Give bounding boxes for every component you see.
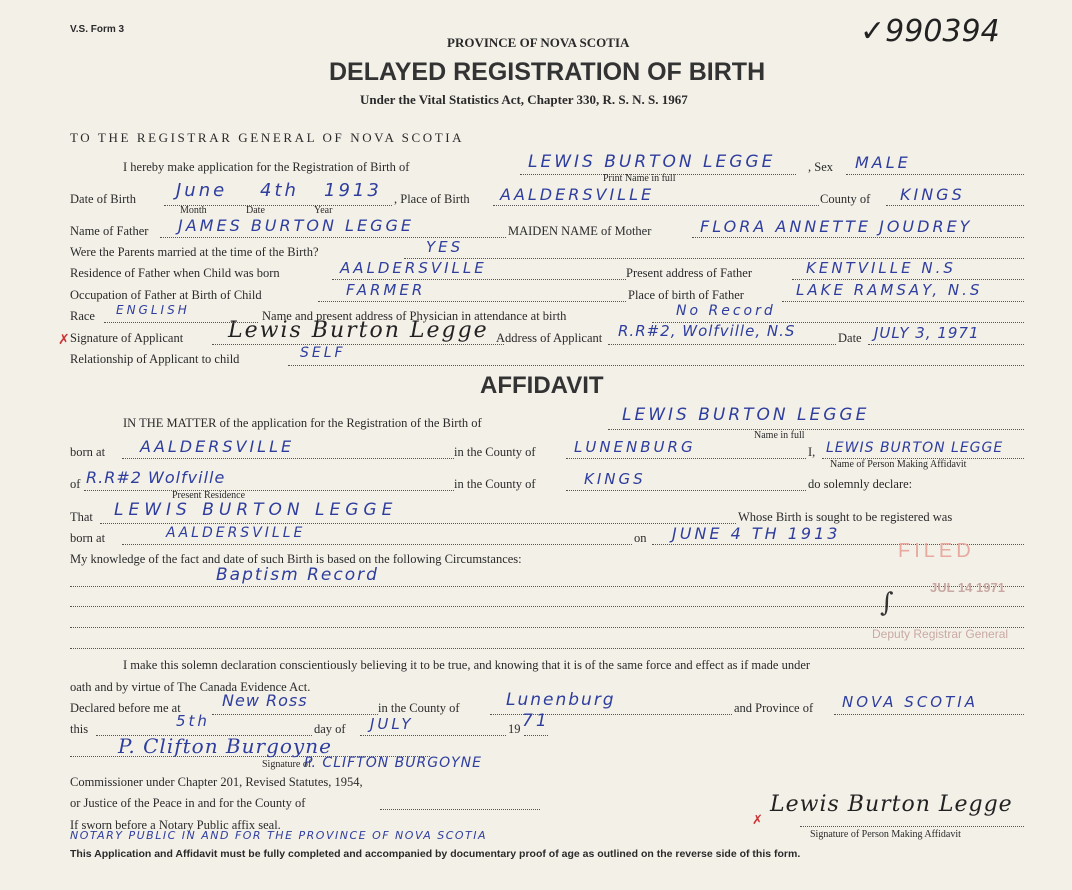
form-id: V.S. Form 3 xyxy=(70,24,125,35)
red-x-mark-2: ✗ xyxy=(752,812,763,827)
occ-line xyxy=(318,301,626,302)
declare-text: do solemnly declare: xyxy=(808,477,913,491)
aff-county2-line xyxy=(566,490,806,491)
aff-name-value: LEWIS BURTON LEGGE xyxy=(622,405,870,425)
form-title: DELAYED REGISTRATION OF BIRTH xyxy=(329,58,766,86)
born-at2-value: AALDERSVILLE xyxy=(166,525,306,541)
father-pob-value: LAKE RAMSAY, N.S xyxy=(796,281,983,299)
relationship-label: Relationship of Applicant to child xyxy=(70,352,240,366)
pob-label: , Place of Birth xyxy=(394,192,470,206)
county-value: KINGS xyxy=(900,185,965,204)
sig-label: Signature of Applicant xyxy=(70,331,184,345)
commissioner-name: P. CLIFTON BURGOYNE xyxy=(304,755,482,771)
month-value: JULY xyxy=(370,715,414,733)
on-label: on xyxy=(634,531,647,545)
notary-line: If sworn before a Notary Public affix seal. xyxy=(70,818,281,832)
addr-value: R.R#2, Wolfville, N.S xyxy=(618,322,796,340)
mother-label: MAIDEN NAME of Mother xyxy=(508,224,652,238)
father-value: JAMES BURTON LEGGE xyxy=(178,216,414,235)
mother-value: FLORA ANNETTE JOUDREY xyxy=(700,217,973,236)
year-prefix: 19 xyxy=(508,722,521,736)
sex-label: , Sex xyxy=(808,160,833,174)
registrar-signature-mark: ∫ xyxy=(880,588,894,618)
solemn-line-1: I make this solemn declaration conscientiously believing it to be true, and knowing that it is of the same force and effect as if made under xyxy=(123,658,811,672)
justice-county-line xyxy=(380,809,540,810)
affiant-sig-label: Signature of Person Making Affidavit xyxy=(810,829,961,840)
race-label: Race xyxy=(70,309,95,323)
father-label: Name of Father xyxy=(70,224,149,238)
intro-text: I hereby make application for the Registration of Birth of xyxy=(123,160,410,174)
born-at-line xyxy=(122,458,454,459)
county-label: County of xyxy=(820,192,871,206)
sex-line xyxy=(846,174,1024,175)
form-subtitle: Under the Vital Statistics Act, Chapter 330, R. S. N. S. 1967 xyxy=(360,92,688,107)
dob-year: 1913 xyxy=(324,180,382,201)
pob-value: AALDERSVILLE xyxy=(500,185,655,204)
deputy-stamp: Deputy Registrar General xyxy=(872,627,1009,641)
circ-line-4 xyxy=(70,648,1024,649)
married-label: Were the Parents married at the time of the Birth? xyxy=(70,245,319,259)
child-name-value: LEWIS BURTON LEGGE xyxy=(528,152,776,172)
date-value: JULY 3, 1971 xyxy=(874,324,980,342)
declared-label: Declared before me at xyxy=(70,701,181,715)
on-value: JUNE 4 TH 1913 xyxy=(672,524,841,543)
occ-label: Occupation of Father at Birth of Child xyxy=(70,288,262,302)
residence-note: Present Residence xyxy=(172,490,246,501)
whose-text: Whose Birth is sought to be registered was xyxy=(738,510,953,524)
month-line xyxy=(360,735,506,736)
month-note: Month xyxy=(180,205,207,216)
present-father-line xyxy=(792,279,1024,280)
that-value: LEWIS BURTON LEGGE xyxy=(114,500,398,520)
pob-line xyxy=(493,205,819,206)
present-father-label: Present address of Father xyxy=(626,266,753,280)
res-father-label: Residence of Father when Child was born xyxy=(70,266,280,280)
born-at2-label: born at xyxy=(70,531,106,545)
print-name-note: Print Name in full xyxy=(603,173,676,184)
date-label: Date xyxy=(838,331,862,345)
affiant-value: LEWIS BURTON LEGGE xyxy=(826,440,1004,456)
physician-label: Name and present address of Physician in attendance at birth xyxy=(262,309,567,323)
relationship-line xyxy=(288,365,1024,366)
addressee: TO THE REGISTRAR GENERAL OF NOVA SCOTIA xyxy=(70,130,465,145)
affiant-note: Name of Person Making Affidavit xyxy=(830,459,967,470)
year-note: Year xyxy=(314,205,333,216)
filed-date-stamp: JUL 14 1971 xyxy=(930,580,1005,595)
res-father-value: AALDERSVILLE xyxy=(340,259,487,277)
addr-label: Address of Applicant xyxy=(496,331,603,345)
dob-label: Date of Birth xyxy=(70,192,136,206)
aff-county2-label: in the County of xyxy=(454,477,536,491)
province-label: and Province of xyxy=(734,701,814,715)
of-label: of xyxy=(70,477,81,491)
commissioner-line: Commissioner under Chapter 201, Revised Statutes, 1954, xyxy=(70,775,363,789)
dob-month: June xyxy=(176,180,228,201)
i-label: I, xyxy=(808,445,816,459)
that-label: That xyxy=(70,510,93,524)
applicant-signature: Lewis Burton Legge xyxy=(228,318,489,343)
declared-county-value: Lunenburg xyxy=(506,690,616,710)
dob-date: 4th xyxy=(260,180,299,201)
affiant-signature: Lewis Burton Legge xyxy=(770,792,1013,817)
province-value: NOVA SCOTIA xyxy=(842,693,978,711)
red-x-mark: ✗ xyxy=(58,333,70,348)
year-suffix: 71 xyxy=(522,711,550,731)
physician-value: No Record xyxy=(676,303,776,319)
date-note: Date xyxy=(246,205,265,216)
commissioner-signature: P. Clifton Burgoyne xyxy=(118,734,332,758)
affidavit-heading: AFFIDAVIT xyxy=(480,372,604,399)
knowledge-text: My knowledge of the fact and date of such Birth is based on the following Circumstances: xyxy=(70,552,522,566)
declared-line xyxy=(212,714,378,715)
father-pob-line xyxy=(782,301,1024,302)
present-father-value: KENTVILLE N.S xyxy=(806,259,956,277)
relationship-value: SELF xyxy=(300,345,346,361)
day-of-label: day of xyxy=(314,722,346,736)
residence-value: R.R#2 Wolfville xyxy=(86,468,226,487)
married-value: YES xyxy=(426,238,464,256)
county-line xyxy=(886,205,1024,206)
aff-county2-value: KINGS xyxy=(584,470,646,488)
occ-value: FARMER xyxy=(346,281,426,299)
aff-name-note: Name in full xyxy=(754,430,805,441)
footer-instructions: This Application and Affidavit must be fully completed and accompanied by documentary proof of age as outlined on the reverse side of this form. xyxy=(70,848,801,860)
province-line xyxy=(834,714,1024,715)
born-at-label: born at xyxy=(70,445,106,459)
filed-stamp: FILED xyxy=(898,540,975,562)
father-pob-label: Place of birth of Father xyxy=(628,288,744,302)
that-line xyxy=(100,523,736,524)
aff-county-line xyxy=(566,458,806,459)
year-line xyxy=(524,735,548,736)
born-at2-line xyxy=(122,544,632,545)
affiant-sig-line xyxy=(800,826,1024,827)
aff-county-value: LUNENBURG xyxy=(574,438,696,456)
province-heading: PROVINCE OF NOVA SCOTIA xyxy=(447,35,630,50)
aff-county-label: in the County of xyxy=(454,445,536,459)
solemn-line-2: oath and by virtue of The Canada Evidence Act. xyxy=(70,680,311,694)
residence-line xyxy=(84,490,454,491)
sig-line xyxy=(212,344,504,345)
registration-number: ✓990394 xyxy=(860,14,1000,49)
born-at-value: AALDERSVILLE xyxy=(140,437,295,456)
addr-line xyxy=(608,344,836,345)
day-value: 5th xyxy=(176,712,210,730)
circ-line-1 xyxy=(70,586,1024,587)
this-label: this xyxy=(70,722,89,736)
circumstance-value: Baptism Record xyxy=(216,565,379,585)
sig-of-label: Signature of xyxy=(262,759,312,770)
date-line xyxy=(868,344,1024,345)
notary-handwriting: NOTARY PUBLIC IN AND FOR THE PROVINCE OF NOVA SCOTIA xyxy=(70,829,488,842)
aff-name-line xyxy=(608,429,1024,430)
matter-text: IN THE MATTER of the application for the Registration of the Birth of xyxy=(123,416,482,430)
declared-at-value: New Ross xyxy=(222,691,308,710)
justice-line: or Justice of the Peace in and for the County of xyxy=(70,796,306,810)
mother-line xyxy=(692,237,1024,238)
sex-value: MALE xyxy=(855,153,911,172)
race-value: ENGLISH xyxy=(116,303,190,317)
declared-county-label: in the County of xyxy=(378,701,460,715)
res-father-line xyxy=(332,279,626,280)
